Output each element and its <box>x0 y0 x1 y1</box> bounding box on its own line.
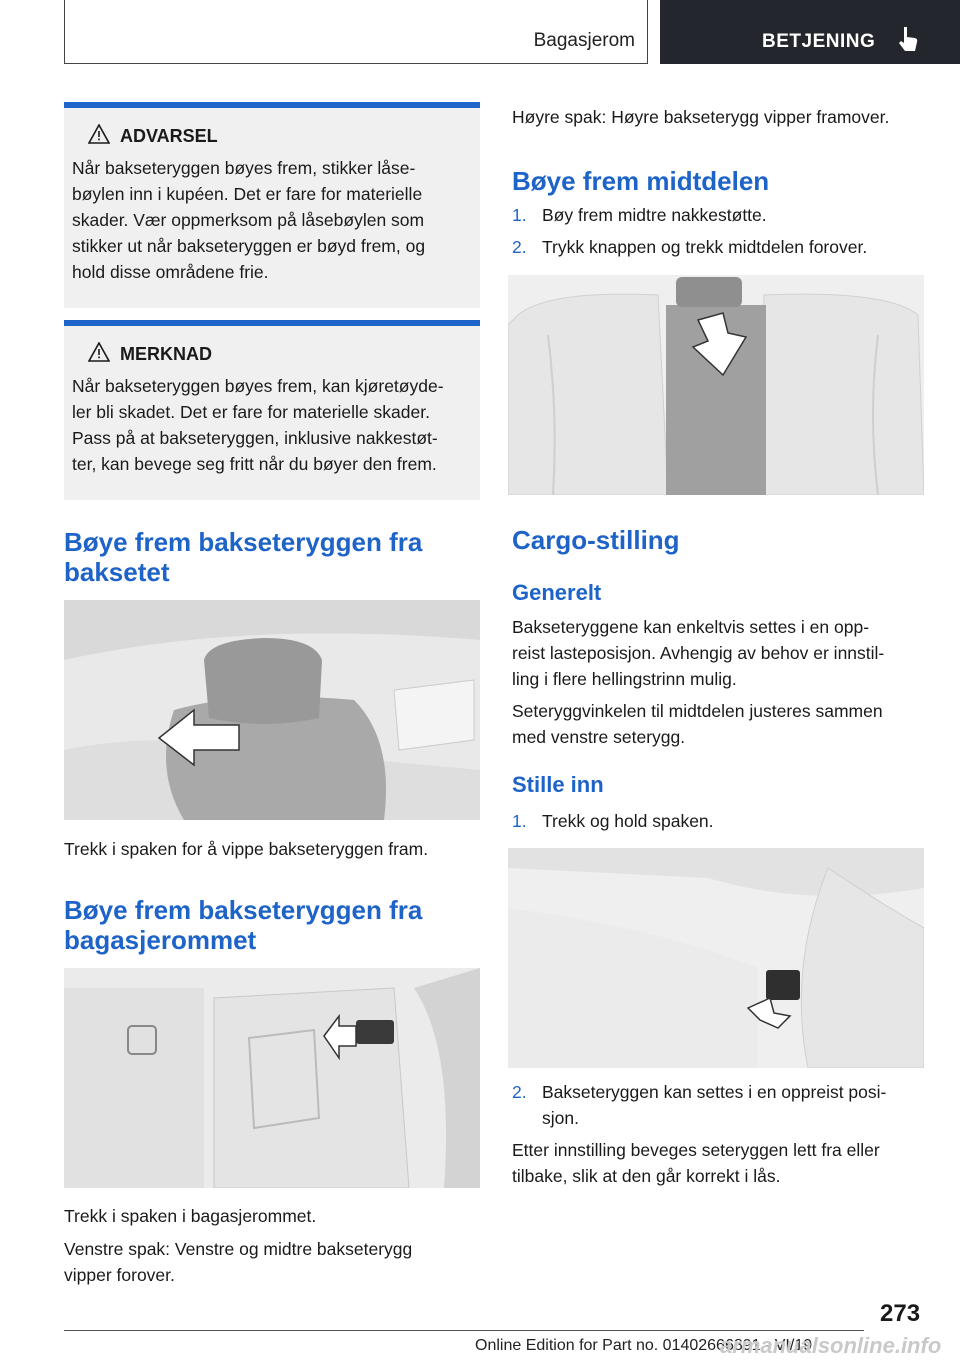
warning-line: Når bakseteryggen bøyes frem, stikker låse‐ <box>72 158 416 178</box>
footer-divider <box>64 1330 864 1331</box>
step-item <box>512 1079 886 1131</box>
notice-line: ter, kan bevege seg fritt når du bøyer den frem. <box>72 454 437 474</box>
text-line: Seteryggvinkelen til midtdelen justeres sammen <box>512 701 883 721</box>
warning-triangle-icon <box>88 124 110 149</box>
heading-fold-from-rear-seat <box>64 527 422 587</box>
step-number: 1. <box>512 811 527 831</box>
text-line: Bakseteryggen kan settes i en oppreist posi‐ <box>542 1082 887 1102</box>
warning-line: skader. Vær oppmerksom på låsebøylen som <box>72 210 425 230</box>
step-item <box>512 808 714 834</box>
step-number: 1. <box>512 205 527 225</box>
figure-cargo-lever <box>64 968 480 1188</box>
warning-triangle-icon <box>88 342 110 367</box>
notice-line: Når bakseteryggen bøyes frem, kan kjøretøyde‐ <box>72 376 444 396</box>
text-line: vipper forover. <box>64 1265 175 1285</box>
footer-edition: Online Edition for Part no. 01402666891 - VI/19 <box>475 1337 813 1354</box>
notice-line: Pass på at bakseteryggen, inklusive nakkestøt‐ <box>72 428 438 448</box>
warning-line: bøylen inn i kupéen. Det er fare for materielle <box>72 184 423 204</box>
text-line: Venstre spak: Venstre og midtre bakseterygg <box>64 1239 413 1259</box>
warning-title: ADVARSEL <box>120 126 218 146</box>
header-chapter-title: BETJENING <box>762 31 876 52</box>
text-line: tilbake, slik at den går korrekt i lås. <box>512 1166 781 1186</box>
warning-text <box>72 155 472 285</box>
step-number: 2. <box>512 1082 527 1102</box>
notice-box-header <box>72 342 472 367</box>
header-chapter-tab <box>660 0 960 64</box>
warning-line: stikker ut når bakseteryggen er bøyd frem, og <box>72 236 426 256</box>
figure-adjust-lever <box>508 848 924 1068</box>
pointing-hand-icon <box>896 26 920 57</box>
step-text: Bøy frem midtre nakkestøtte. <box>542 205 767 225</box>
heading-fold-from-cargo <box>64 895 422 955</box>
header-left-frame <box>64 0 648 64</box>
left-para <box>64 1236 412 1288</box>
notice-title: MERKNAD <box>120 344 212 364</box>
step-number: 2. <box>512 237 527 257</box>
step-text: Trekk og hold spaken. <box>542 811 714 831</box>
notice-box <box>64 320 480 500</box>
text-line: reist lasteposisjon. Avhengig av behov er innstil‐ <box>512 643 885 663</box>
step-item <box>512 202 767 228</box>
notice-text <box>72 373 472 477</box>
warning-box-header <box>72 124 472 149</box>
notice-line: ler bli skadet. Det er fare for materielle skader. <box>72 402 430 422</box>
heading-line: baksetet <box>64 557 170 587</box>
text-line: Bakseteryggene kan enkeltvis settes i en opp‐ <box>512 617 870 637</box>
right-lever-text: Høyre spak: Høyre bakseterygg vipper framover. <box>512 107 890 127</box>
heading-center-part: Bøye frem midtdelen <box>512 166 770 196</box>
heading-adjust: Stille inn <box>512 772 604 797</box>
warning-box <box>64 102 480 308</box>
heading-general: Generelt <box>512 580 602 605</box>
watermark: armanualsonline.info <box>720 1333 942 1358</box>
heading-cargo-position: Cargo-stilling <box>512 525 680 555</box>
final-para <box>512 1137 880 1189</box>
figure-rear-seat-lever <box>64 600 480 820</box>
header-section-title: Bagasjerom <box>533 30 635 51</box>
heading-line: bagasjerommet <box>64 925 257 955</box>
warning-line: hold disse områdene frie. <box>72 262 269 282</box>
text-line: ling i flere hellingstrinn mulig. <box>512 669 737 689</box>
text-line: Etter innstilling beveges seteryggen lett fra eller <box>512 1140 880 1160</box>
heading-line: Bøye frem bakseteryggen fra <box>64 895 423 925</box>
general-para-2 <box>512 698 883 750</box>
figure-center-part <box>508 275 924 495</box>
step-item <box>512 234 867 260</box>
caption-rear-seat: Trekk i spaken for å vippe bakseteryggen fram. <box>64 839 429 859</box>
text-line: sjon. <box>542 1108 579 1128</box>
step-text: Trykk knappen og trekk midtdelen forover. <box>542 237 868 257</box>
text-line: med venstre seterygg. <box>512 727 686 747</box>
heading-line: Bøye frem bakseteryggen fra <box>64 527 423 557</box>
caption-cargo: Trekk i spaken i bagasjerommet. <box>64 1206 317 1226</box>
page-number: 273 <box>880 1300 921 1327</box>
general-para <box>512 614 884 692</box>
step-text <box>542 1079 886 1131</box>
